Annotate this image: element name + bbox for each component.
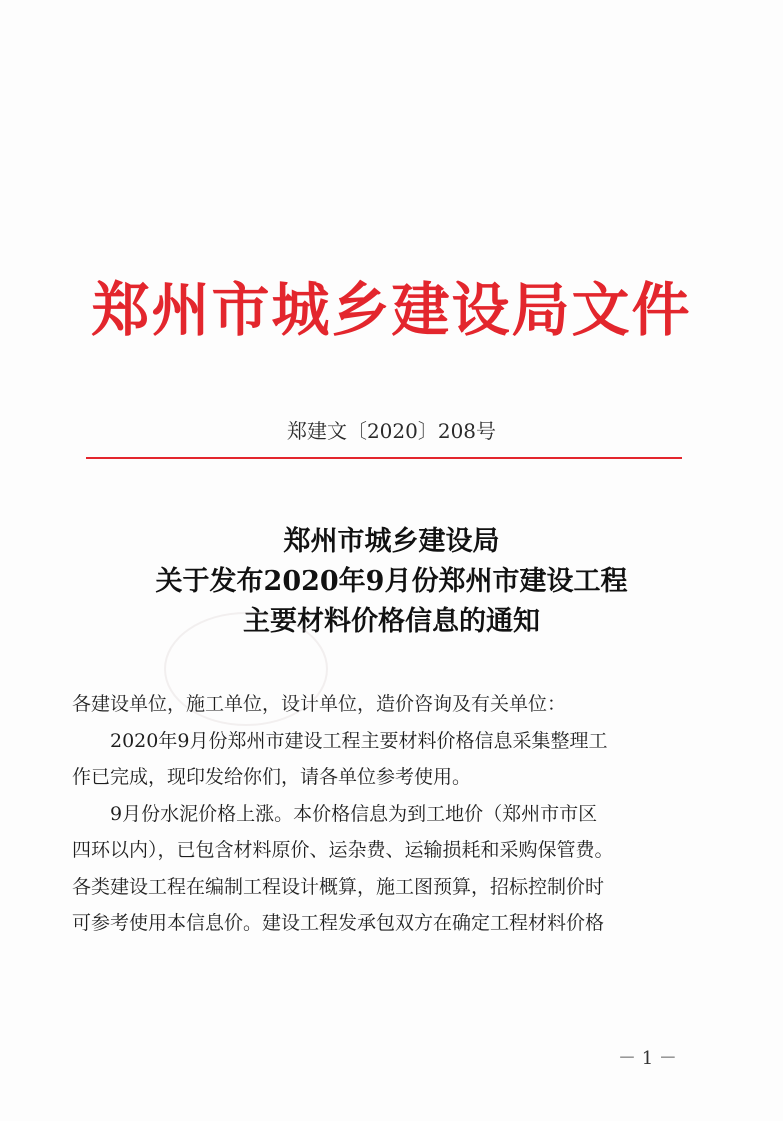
body-line: 四环以内），已包含材料原价、运杂费、运输损耗和采购保管费。 <box>72 839 614 861</box>
notice-title-line-1: 郑州市城乡建设局 <box>283 526 500 557</box>
body-line: 2020年9月份郑州市建设工程主要材料价格信息采集整理工 <box>110 729 608 752</box>
document-number: 郑建文〔2020〕208号 <box>286 419 497 443</box>
body-line: 各类建设工程在编制工程设计概算，施工图预算，招标控制价时 <box>72 875 605 898</box>
body-line-addressees: 各建设单位，施工单位，设计单位，造价咨询及有关单位： <box>72 693 567 715</box>
document-header-title: 郑州市城乡建设局文件 <box>91 276 692 344</box>
notice-title-line-2: 关于发布2020年9月份郑州市建设工程 <box>155 566 628 597</box>
notice-title-line-3: 主要材料价格信息的通知 <box>243 606 540 637</box>
body-line: 可参考使用本信息价。建设工程发承包双方在确定工程材料价格 <box>72 912 605 934</box>
body-line: 作已完成，现印发给你们，请各单位参考使用。 <box>72 766 472 788</box>
body-line: 9月份水泥价格上涨。本价格信息为到工地价（郑州市市区 <box>110 802 598 825</box>
notice-body <box>72 686 692 942</box>
page-number: － 1 － <box>618 1048 677 1069</box>
notice-title <box>0 522 783 642</box>
red-divider-line <box>86 457 682 459</box>
